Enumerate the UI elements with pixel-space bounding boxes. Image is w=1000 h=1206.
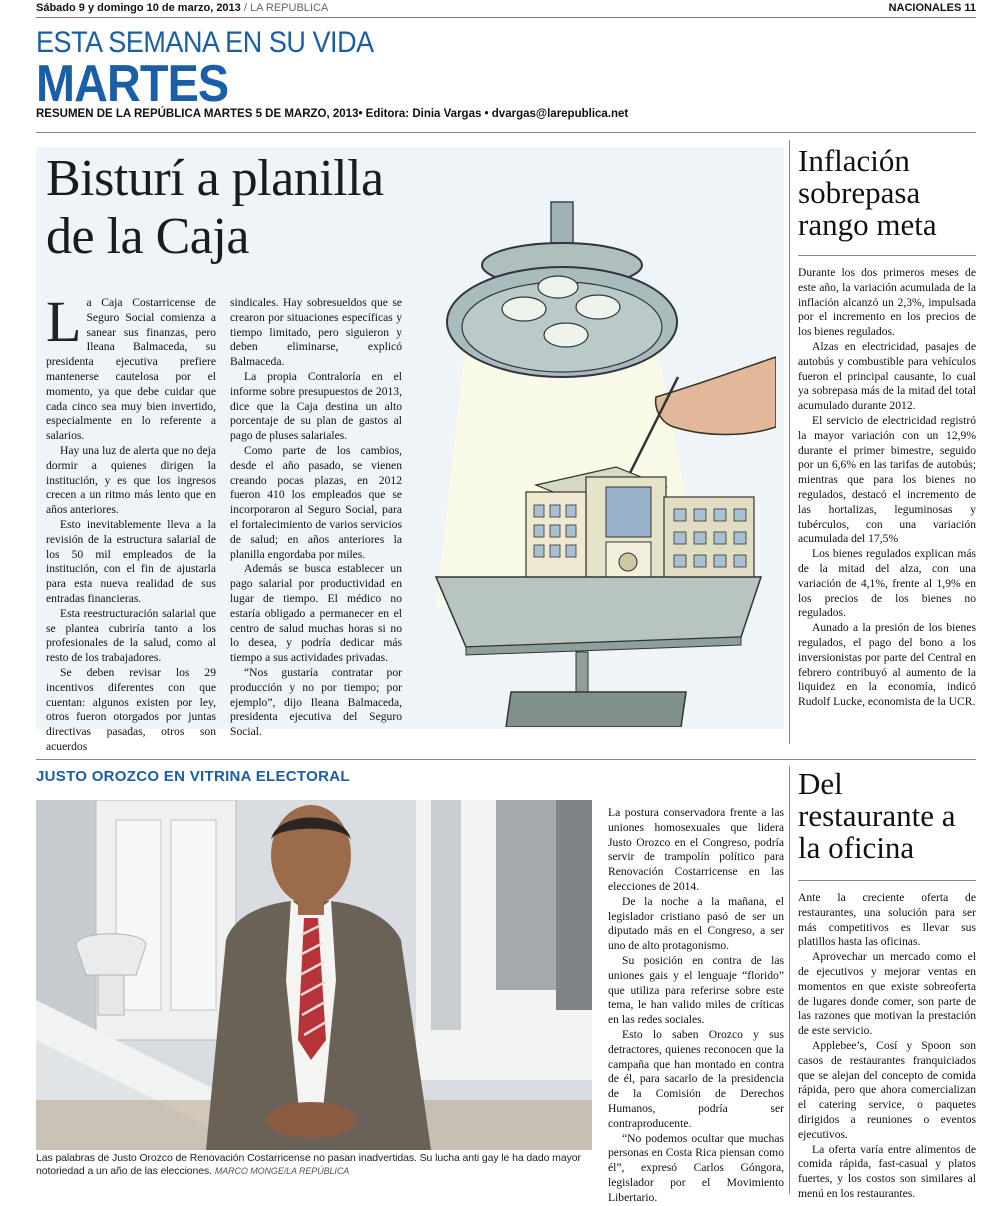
inflation-paragraph: Los bienes regulados explican más de la mitad del alza, con una variación de 4,1%, frente al 1,9% en los precios de los bienes no regulados. [798, 547, 976, 620]
orozco-paragraph: De la noche a la mañana, el legislador cristiano pasó de ser un diputado más en el Congreso, a ser uno de alto protagonismo. [608, 894, 784, 953]
sidebar-divider [789, 140, 790, 744]
date-text: Sábado 9 y domingo 10 de marzo, 2013 [36, 2, 241, 14]
lead-paragraph: Esta reestructuración salarial que se plantea cubriría tanto a los profesionales de la salud, como al resto de los trabajadores. [46, 606, 216, 665]
restaurant-paragraph: Ante la creciente oferta de restaurantes, una solución para ser más competitivos es llevar sus platillos hasta las oficinas. [798, 891, 976, 949]
lead-paragraph: Como parte de los cambios, desde el año pasado, se vienen creando pocas plazas, en 2012 fueron 410 los empleados que se incorporaron al Seguro Social, para el fortalecimiento de varios servicios de salud; en años anteriores la planilla engordaba por miles. [230, 443, 402, 561]
lead-paragraph: Se deben revisar los 29 incentivos diferentes con que cuentan: algunos existen por ley, otros fueron otorgados por juntas directivas pasadas, otros son acuerdos [46, 665, 216, 753]
lead-paragraph: sindicales. Hay sobresueldos que se crearon por situaciones específicas y tiempo limitado, pero siguieron y deben eliminarse, explicó Balmaceda. [230, 296, 402, 369]
paragraph-text: a Caja Costarricense de Seguro Social comienza a sanear sus finanzas, pero Ileana Balmaceda, su presidenta ejecutiva prefiere mantenerse cautelosa por el momento, ya que debe cuidar que cada cinco sea muy bien invertido, especialmente en lo referente a salarios. [46, 296, 216, 443]
lead-paragraph [46, 289, 216, 444]
inflation-paragraph: Aunado a la presión de los bienes regulados, el pago del bono a los inversionistas por parte del Central en febrero contribuyó al aumento de la liquidez en la economía, indicó Rudolf Lucke, economista de la UCR. [798, 621, 976, 709]
restaurant-paragraph: Aprovechar un mercado como el de ejecutivos y mejorar ventas en momentos en que existe sobreoferta de lugares donde comer, son parte de las razones que motivan la prestación de este servicio. [798, 950, 976, 1038]
lead-story-column-2 [230, 296, 402, 740]
header-divider [36, 17, 976, 18]
lead-paragraph: Además se busca establecer un pago salarial por productividad en lugar de tiempo. El médico no estaría obligado a permanecer en el centro de salud muchas horas si no lo desea, y podría dedicar más tiempo a sus actividades privadas. [230, 562, 402, 665]
section-summary-line: RESUMEN DE LA REPÚBLICA MARTES 5 DE MARZO, 2013• Editora: Dinia Vargas • dvargas@larepublica.net [36, 108, 629, 120]
lead-story-column-1 [46, 289, 216, 755]
inflation-title: Inflación sobrepasa rango meta [798, 143, 937, 242]
photo-credit: MARCO MONGE/LA REPÚBLICA [214, 1166, 350, 1176]
sidebar-divider-lower [789, 766, 790, 1194]
portrait-photo [36, 800, 592, 1150]
lead-paragraph: “Nos gustaría contratar por producción y no por tiempo; por ejemplo”, dijo Ileana Balmaceda, presidenta ejecutiva del Seguro Social. [230, 665, 402, 739]
restaurant-title-rule [798, 880, 976, 881]
orozco-paragraph: “No podemos ocultar que muchas personas en Costa Rica piensan como él”, expresó Carlos Góngora, legislador por el Movimiento Libertario. [608, 1131, 784, 1204]
inflation-paragraph: Alzas en electricidad, pasajes de autobús y combustible para vehículos fueron el principal causante, lo cual ya sobrepasa más de la mitad del total acumulado durante 2012. [798, 339, 976, 413]
header-separator: / [243, 2, 247, 14]
orozco-paragraph: La postura conservadora frente a las uniones homosexuales que lidera Justo Orozco en el Congreso, podría servir de trampolín político para Renovación Costarricense en las elecciones de 2014. [608, 806, 784, 893]
caption-text: Las palabras de Justo Orozco de Renovación Costarricense no pasan inadvertidas. Su lucha anti gay le ha dado mayor notoriedad a un año de las elecciones. [36, 1152, 581, 1177]
inflation-title-rule [798, 255, 976, 256]
lead-paragraph: Esto inevitablemente lleva a la revisión de la estructura salarial de los 50 mil empleados de la institución, con el fin de ajustarla para esta nueva realidad de sus entradas financieras. [46, 517, 216, 605]
inflation-paragraph: El servicio de electricidad registró la mayor variación con un 12,9% durante el primer bimestre, seguido por un 6,6% en las tarifas de autobús; mientras que para los bienes no regulados, destacó el incremento de las hortalizas, leguminosas y tubérculos, con una variación acumulada del 17,5% [798, 413, 976, 546]
restaurant-article [798, 891, 976, 1202]
lead-paragraph: La propia Contraloría en el informe sobre presupuestos de 2013, dice que la Caja destina un alto porcentaje de su plan de gastos al pago de pluses salariales. [230, 369, 402, 443]
orozco-paragraph: Su posición en contra de las uniones gais y el lenguaje “florido” que utiliza para referirse sobre este tema, le han valido miles de críticas en las redes sociales. [608, 953, 784, 1027]
section-kicker: ESTA SEMANA EN SU VIDA [36, 26, 374, 59]
lead-paragraph: Hay una luz de alerta que no deja dormir a quienes dirigen la institución, y es que los ingresos crecen a un ritmo más lento que en años anteriores. [46, 443, 216, 517]
photo-caption [36, 1152, 596, 1178]
restaurant-paragraph: La oferta varía entre alimentos de comida rápida, fast-casual y platos fuertes, y los costos son similares al menú en los restaurantes. [798, 1142, 976, 1200]
inflation-article [798, 266, 976, 710]
restaurant-paragraph: Applebee’s, Cosí y Spoon son casos de restaurantes franquiciados que se alejan del concepto de comida rápida, pero que ahora comercializan el catering service, o paquetes dirigidos a reuniones o eventos ejecutivos. [798, 1038, 976, 1141]
section-divider [36, 132, 976, 133]
orozco-section-label: JUSTO OROZCO EN VITRINA ELECTORAL [36, 768, 350, 785]
section-day-title: MARTES [36, 55, 229, 113]
orozco-article [608, 806, 784, 1206]
section-page-label: NACIONALES 11 [888, 2, 976, 14]
drop-cap: L [46, 289, 82, 354]
lead-title-line-1: Bisturí a planilla [46, 150, 384, 207]
lead-title-line-2: de la Caja [46, 208, 249, 265]
page-header [36, 2, 976, 18]
lower-section-divider [36, 759, 976, 760]
orozco-paragraph: Esto lo saben Orozco y sus detractores, quienes reconocen que la campaña que han montado en contra de él, para sacarlo de la presidencia de la Comisión de Derechos Humanos, podría ser contraproducente. [608, 1027, 784, 1130]
restaurant-title: Del restaurante a la oficina [798, 766, 956, 865]
orozco-photo [36, 800, 592, 1150]
lead-story-title [46, 150, 384, 266]
issue-date [36, 2, 328, 14]
publication-name: LA REPUBLICA [249, 2, 329, 14]
inflation-paragraph: Durante los dos primeros meses de este año, la variación acumulada de la inflación alcanzó un 2,3%, impulsada por el incremento en los precios de los bienes regulados. [798, 266, 976, 339]
surgery-building-illustration [406, 187, 776, 727]
